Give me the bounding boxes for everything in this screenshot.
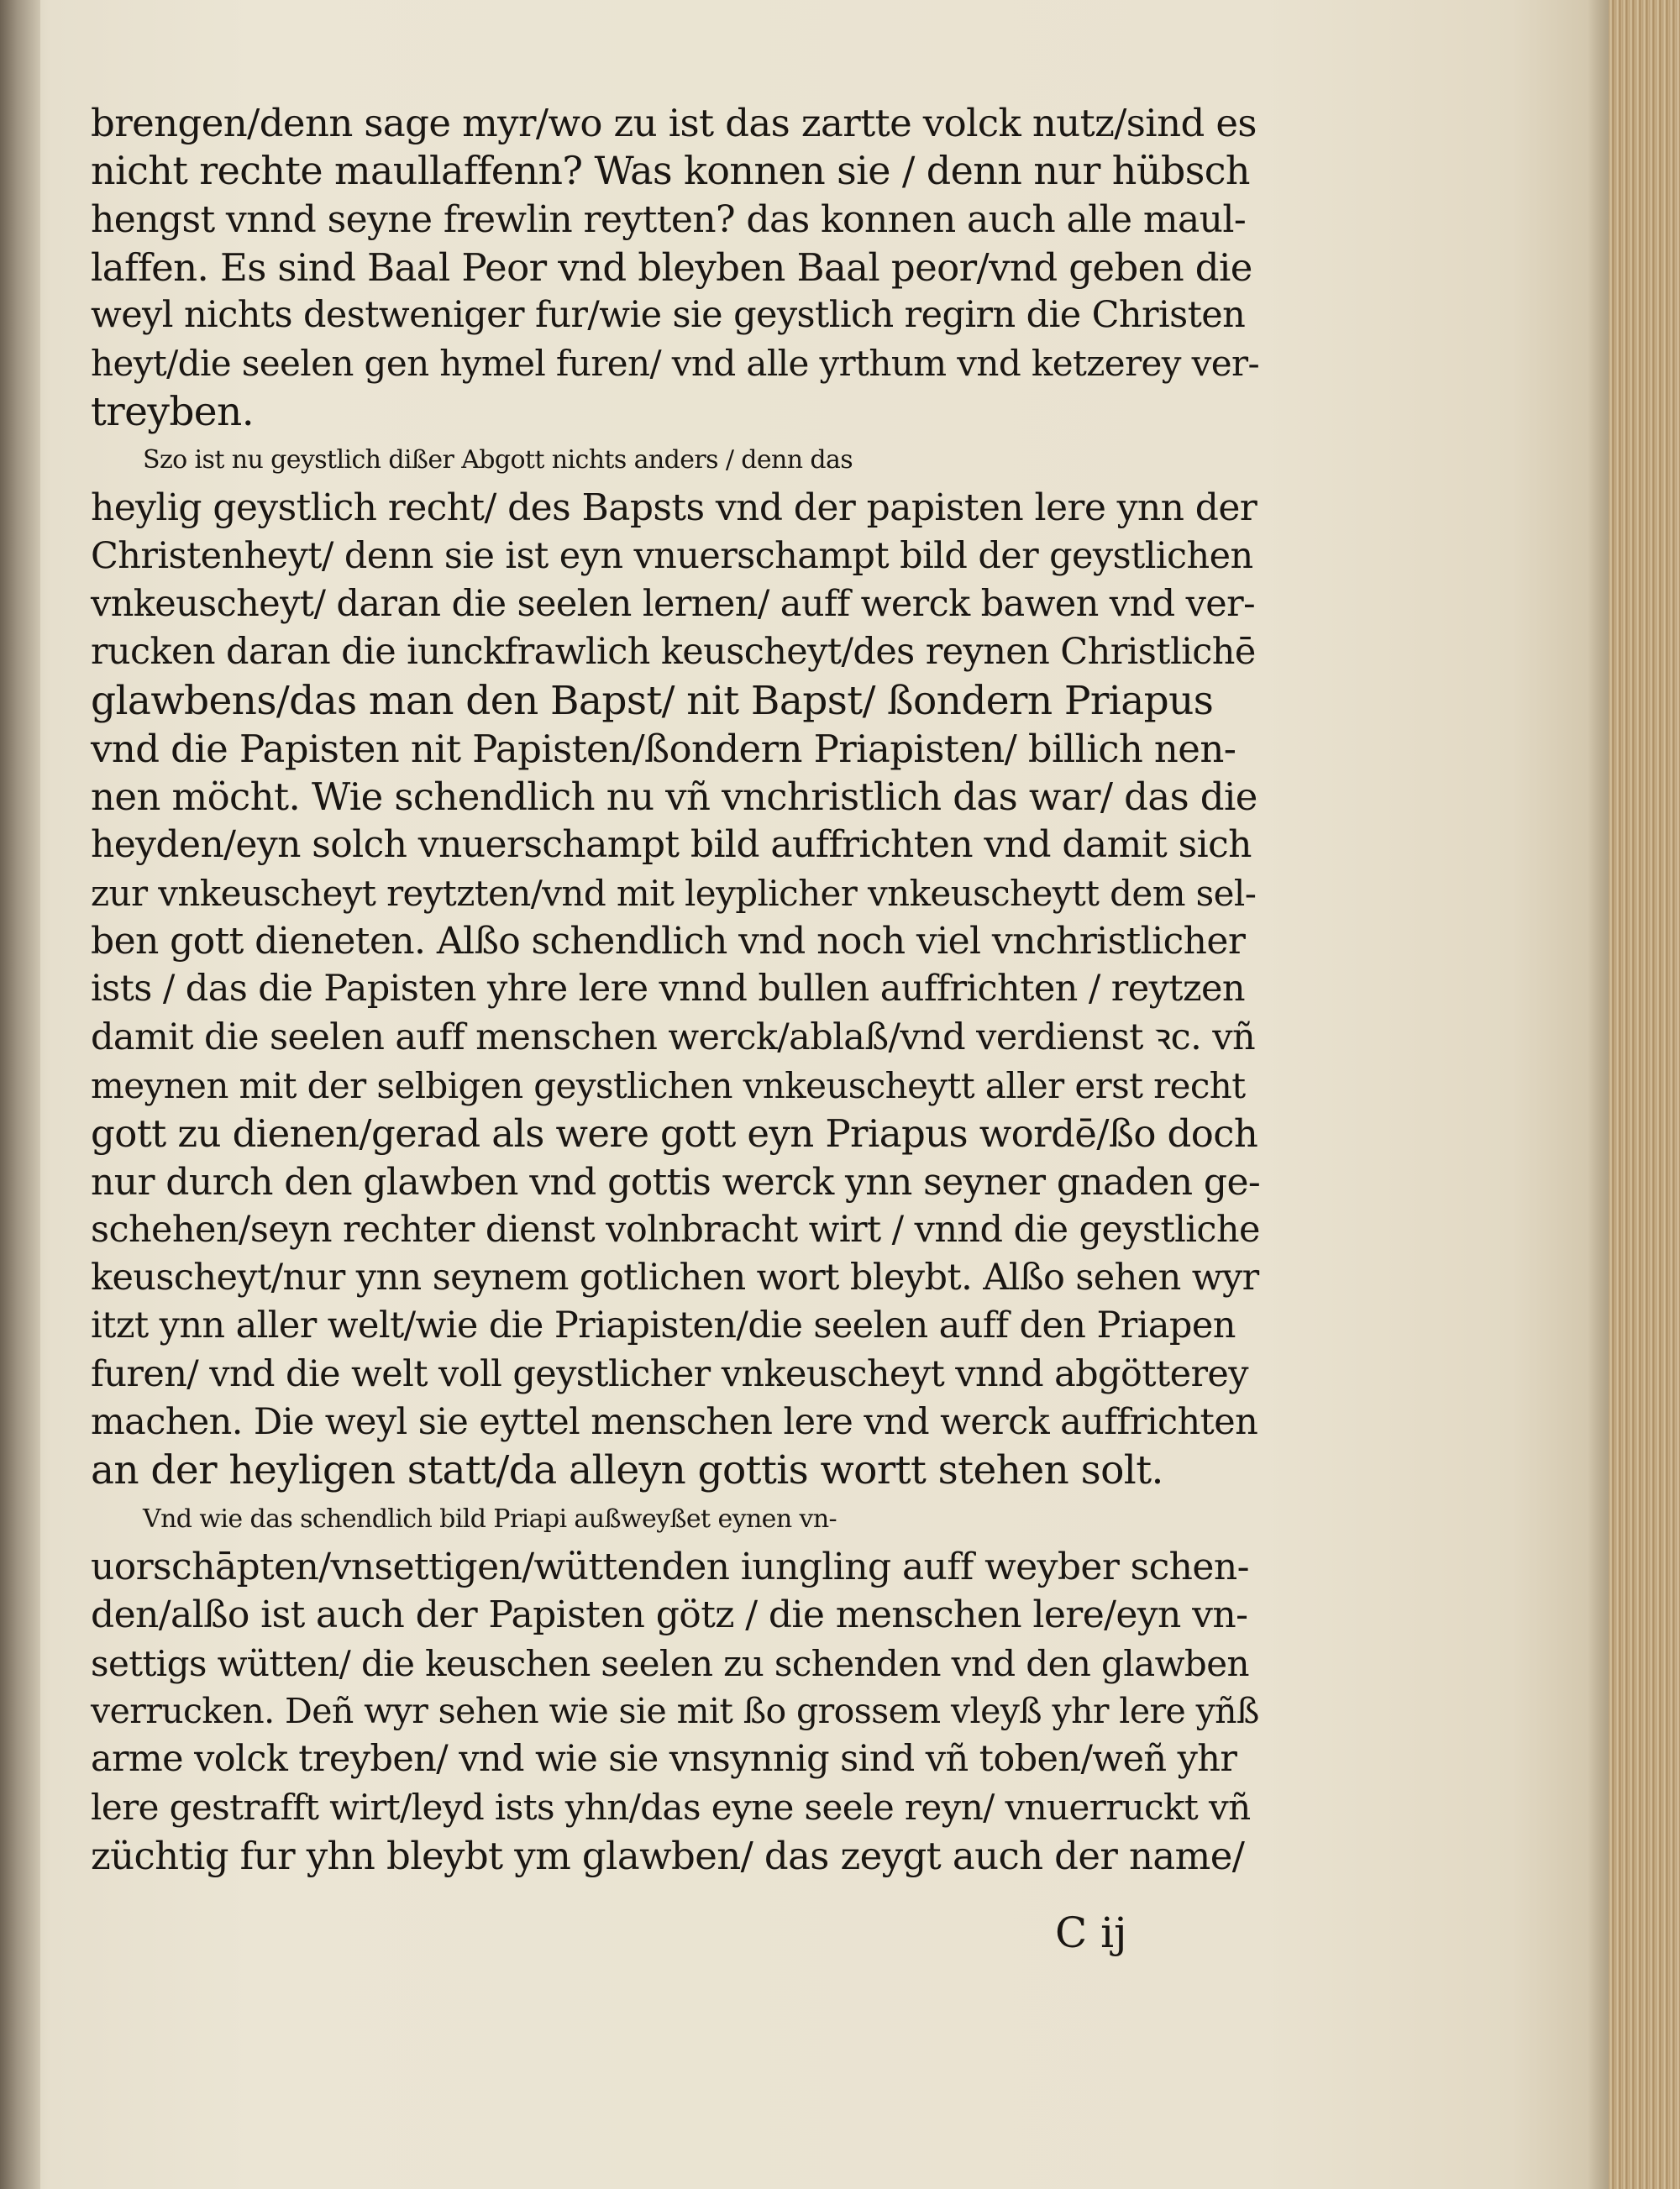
text-block [91, 99, 1261, 1880]
fore-edge [1609, 0, 1680, 2189]
paragraph-start-line: Vnd wie das schendlich bild Priapi außweyßet eynen vn- [143, 1504, 837, 1534]
text-line: nicht rechte maullaffenn? Was konnen sie / denn nur hübsch [91, 148, 1250, 194]
text-line: vnkeuscheyt/ daran die seelen lernen/ auff werck bawen vnd ver- [91, 582, 1256, 625]
text-line: itzt ynn aller welt/wie die Priapisten/die seelen auff den Priapen [91, 1304, 1236, 1347]
text-line: nen möcht. Wie schendlich nu vñ vnchristlich das war/ das die [91, 774, 1257, 820]
text-line: den/alßo ist auch der Papisten götz / die menschen lere/eyn vn- [91, 1593, 1248, 1637]
text-line: keuscheyt/nur ynn seynem gotlichen wort bleybt. Alßo sehen wyr [91, 1257, 1259, 1299]
text-line: ists / das die Papisten yhre lere vnnd bullen auffrichten / reytzen [91, 968, 1245, 1011]
text-line: uorschāpten/vnsettigen/wüttenden iungling auff weyber schen- [91, 1545, 1249, 1588]
text-line: lere gestrafft wirt/leyd ists yhn/das eyne seele reyn/ vnuerruckt vñ [91, 1787, 1251, 1829]
text-line: furen/ vnd die welt voll geystlicher vnkeuscheyt vnnd abgötterey [91, 1352, 1248, 1395]
text-line: arme volck treyben/ vnd wie sie vnsynnig sind vñ toben/weñ yhr [91, 1738, 1237, 1781]
text-line: rucken daran die iunckfrawlich keuscheyt/des reynen Christlichē [91, 631, 1256, 674]
text-line: laffen. Es sind Baal Peor vnd bleyben Baal peor/vnd geben die [91, 244, 1252, 290]
text-line: ben gott dieneten. Alßo schendlich vnd noch viel vnchristlicher [91, 920, 1246, 963]
text-line: heylig geystlich recht/ des Bapsts vnd der papisten lere ynn der [91, 486, 1257, 530]
text-line: an der heyligen statt/da alleyn gottis wortt stehen solt. [91, 1447, 1163, 1494]
paragraph-start-line: Szo ist nu geystlich dißer Abgott nichts anders / denn das [143, 445, 853, 475]
text-line: damit die seelen auff menschen werck/ablaß/vnd verdienst ꝛc. vñ [91, 1016, 1256, 1058]
text-line: brengen/denn sage myr/wo zu ist das zartte volck nutz/sind es [91, 101, 1257, 145]
text-line: verrucken. Deñ wyr sehen wie sie mit ßo grossem vleyß yhr lere yñß [91, 1690, 1259, 1731]
text-line: treyben. [91, 388, 255, 435]
text-line: weyl nichts destweniger fur/wie sie geystlich regirn die Christen [91, 294, 1246, 337]
signature-mark: C ij [1055, 1908, 1127, 1957]
text-line: hengst vnnd seyne frewlin reytten? das konnen auch alle maul- [91, 197, 1247, 241]
text-line: Christenheyt/ denn sie ist eyn vnuerschampt bild der geystlichen [91, 534, 1253, 577]
text-line: glawbens/das man den Bapst/ nit Bapst/ ßondern Priapus [91, 677, 1214, 724]
binding-gutter [0, 0, 40, 2189]
text-line: nur durch den glawben vnd gottis werck ynn seyner gnaden ge- [91, 1160, 1261, 1204]
text-line: vnd die Papisten nit Papisten/ßondern Priapisten/ billich nen- [91, 726, 1236, 771]
text-line: gott zu dienen/gerad als were gott eyn Priapus wordē/ßo doch [91, 1111, 1258, 1157]
text-line: zur vnkeuscheyt reytzten/vnd mit leyplicher vnkeuscheytt dem sel- [91, 872, 1257, 914]
text-line: machen. Die weyl sie eyttel menschen lere vnd werck auffrichten [91, 1401, 1258, 1444]
text-line: schehen/seyn rechter dienst volnbracht wirt / vnnd die geystliche [91, 1208, 1260, 1251]
text-line: züchtig fur yhn bleybt ym glawben/ das zeygt auch der name/ [91, 1833, 1245, 1878]
text-line: heyt/die seelen gen hymel furen/ vnd alle yrthum vnd ketzerey ver- [91, 343, 1260, 385]
text-line: settigs wütten/ die keuschen seelen zu schenden vnd den glawben [91, 1642, 1249, 1684]
text-line: meynen mit der selbigen geystlichen vnkeuscheytt aller erst recht [91, 1064, 1246, 1106]
text-line: heyden/eyn solch vnuerschampt bild auffrichten vnd damit sich [91, 823, 1252, 867]
